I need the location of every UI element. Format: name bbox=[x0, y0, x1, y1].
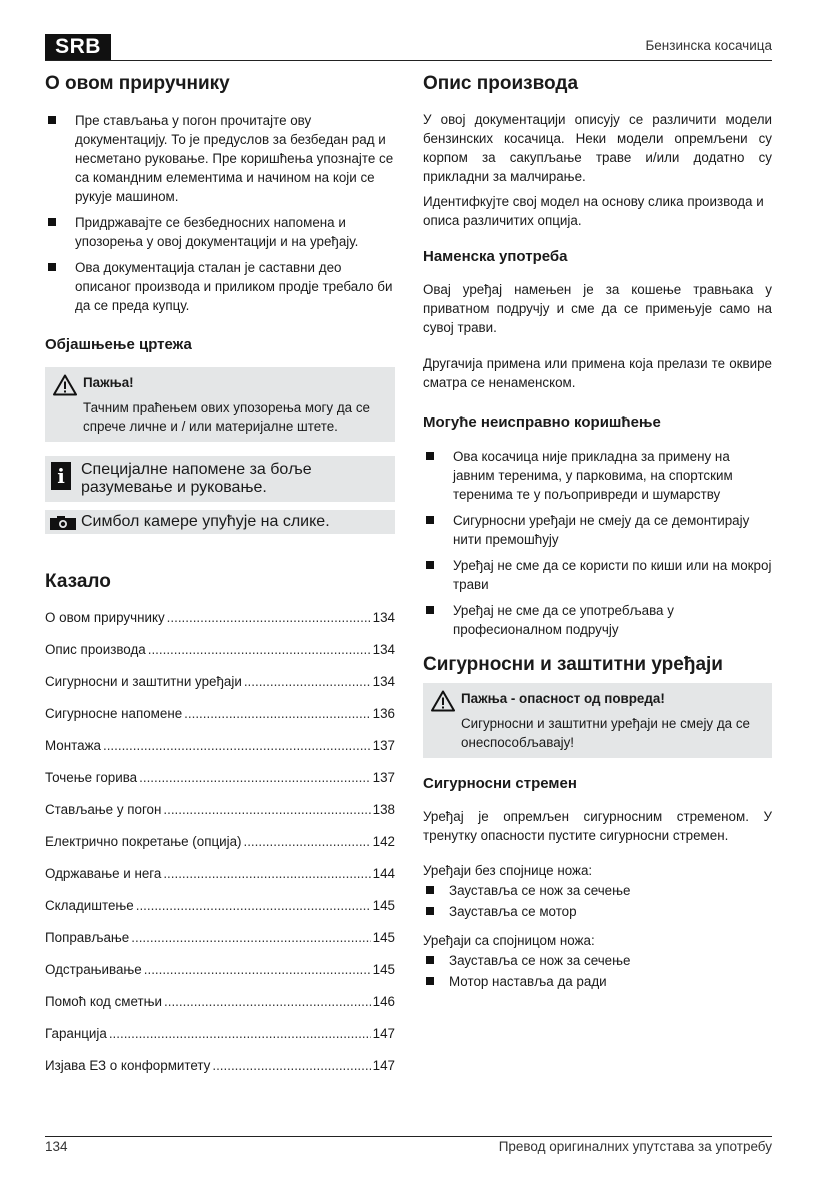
toc-page: 145 bbox=[372, 962, 395, 977]
footer-divider bbox=[45, 1136, 772, 1137]
toc-label: Монтажа bbox=[45, 738, 101, 753]
toc-page: 147 bbox=[372, 1058, 395, 1073]
toc-entry[interactable] bbox=[45, 704, 395, 736]
right-column bbox=[423, 70, 772, 991]
warning-text: Тачним праћењем ових упозорења могу да се спрече личне и / или материјалне штете. bbox=[83, 400, 370, 434]
table-of-contents bbox=[45, 608, 395, 1088]
toc-label: Точење горива bbox=[45, 770, 138, 785]
description-heading: Опис производа bbox=[423, 73, 579, 94]
warning-title: Пажња! bbox=[83, 375, 134, 390]
toc-label: Сигурносне напомене bbox=[45, 706, 183, 721]
misuse-heading: Могуће неисправно коришћење bbox=[423, 414, 661, 431]
toc-label: Поправљање bbox=[45, 930, 130, 945]
header-title: Бензинска косачица bbox=[645, 38, 772, 53]
toc-page: 134 bbox=[372, 610, 395, 625]
camera-legend-box bbox=[45, 510, 395, 534]
safety-bar-heading: Сигурносни стремен bbox=[423, 775, 577, 792]
toc-page: 134 bbox=[372, 642, 395, 657]
toc-page: 145 bbox=[372, 898, 395, 913]
toc-leader bbox=[136, 896, 371, 915]
toc-leader bbox=[167, 608, 371, 627]
safety-warning-box bbox=[423, 683, 772, 758]
toc-label: Електрично покретање (опција) bbox=[45, 834, 242, 849]
toc-entry[interactable] bbox=[45, 1024, 395, 1056]
safety-warning-title: Пажња - опасност од повреда! bbox=[461, 691, 665, 706]
toc-label: Опис производа bbox=[45, 642, 146, 657]
list-item: Сигурносни уређаји не смеју да се демонтирају нити премошћују bbox=[423, 511, 772, 549]
toc-leader bbox=[212, 1056, 370, 1075]
toc-entry[interactable] bbox=[45, 1056, 395, 1088]
intended-use-paragraph: Овај уређај намењен је за кошење травњака у приватном подручју и сме да се примењује само на сувој трави. bbox=[423, 282, 772, 335]
toc-page: 142 bbox=[372, 834, 395, 849]
camera-text: Симбол камере упућује на слике. bbox=[81, 513, 330, 530]
camera-icon bbox=[49, 515, 77, 531]
list-item: Мотор наставља да ради bbox=[423, 972, 772, 991]
toc-leader bbox=[109, 1024, 371, 1043]
list-item: Ова косачица није прикладна за примену на јавним теренима, у парковима, на спортским теренима те у пољопривреди и шумарству bbox=[423, 447, 772, 504]
toc-page: 147 bbox=[372, 1026, 395, 1041]
toc-leader bbox=[163, 800, 370, 819]
about-heading: О овом приручнику bbox=[45, 73, 230, 94]
toc-leader bbox=[103, 736, 371, 755]
toc-label: Одржавање и нега bbox=[45, 866, 162, 881]
toc-leader bbox=[184, 704, 370, 723]
toc-entry[interactable] bbox=[45, 864, 395, 896]
list-item: Зауставља се нож за сечење bbox=[423, 951, 772, 970]
warning-triangle-icon bbox=[53, 374, 77, 396]
toc-entry[interactable] bbox=[45, 736, 395, 768]
list-item: Уређај не сме да се користи по киши или на мокрој трави bbox=[423, 556, 772, 594]
list-item: Зауставља се мотор bbox=[423, 902, 772, 921]
description-paragraph: Идентифкујте свој модел на основу слика производа и описа различитих опција. bbox=[423, 194, 764, 228]
safety-warning-text: Сигурносни и заштитни уређаји не смеју да се онеспособљавају! bbox=[461, 716, 750, 750]
toc-page: 137 bbox=[372, 770, 395, 785]
intended-use-paragraph: Другачија примена или примена која прелази те оквире сматра се ненаменском. bbox=[423, 356, 772, 390]
toc-leader bbox=[131, 928, 370, 947]
warning-legend-box bbox=[45, 367, 395, 442]
with-clutch-list bbox=[423, 951, 772, 991]
toc-label: Складиштење bbox=[45, 898, 134, 913]
info-legend-box bbox=[45, 456, 395, 502]
page-number: 134 bbox=[45, 1139, 68, 1154]
toc-entry[interactable] bbox=[45, 896, 395, 928]
toc-entry[interactable] bbox=[45, 672, 395, 704]
toc-label: О овом приручнику bbox=[45, 610, 165, 625]
toc-page: 144 bbox=[372, 866, 395, 881]
info-icon: i bbox=[51, 462, 71, 490]
toc-entry[interactable] bbox=[45, 800, 395, 832]
toc-label: Сигурносни и заштитни уређаји bbox=[45, 674, 242, 689]
safety-bar-paragraph: Уређај је опремљен сигурносним стременом. У тренутку опасности пустите сигурносни стремен. bbox=[423, 809, 772, 843]
without-clutch-label: Уређаји без спојнице ножа: bbox=[423, 863, 593, 878]
toc-label: Стављање у погон bbox=[45, 802, 162, 817]
list-item: Зауставља се нож за сечење bbox=[423, 881, 772, 900]
toc-page: 137 bbox=[372, 738, 395, 753]
list-item: Придржавајте се безбедносних напомена и упозорења у овој документацији и на уређају. bbox=[45, 213, 395, 251]
toc-leader bbox=[139, 768, 371, 787]
toc-entry[interactable] bbox=[45, 928, 395, 960]
toc-label: Изјава ЕЗ о конформитету bbox=[45, 1058, 211, 1073]
toc-page: 134 bbox=[372, 674, 395, 689]
toc-leader bbox=[163, 864, 370, 883]
toc-entry[interactable] bbox=[45, 768, 395, 800]
toc-leader bbox=[164, 992, 371, 1011]
toc-entry[interactable] bbox=[45, 992, 395, 1024]
toc-page: 136 bbox=[372, 706, 395, 721]
toc-leader bbox=[144, 960, 371, 979]
language-badge: SRB bbox=[45, 34, 111, 60]
without-clutch-list bbox=[423, 881, 772, 921]
toc-entry[interactable] bbox=[45, 960, 395, 992]
toc-entry[interactable] bbox=[45, 832, 395, 864]
toc-label: Помоћ код сметњи bbox=[45, 994, 162, 1009]
toc-entry[interactable] bbox=[45, 640, 395, 672]
info-text: Специјалне напомене за боље разумевање и руковање. bbox=[81, 461, 312, 496]
misuse-list bbox=[423, 447, 772, 639]
list-item: Пре стављања у погон прочитајте ову документацију. То је предуслов за безбедан рад и несметано руковање. Пре коришћења упознајте се са командним елементима и начином на који се рукује машином. bbox=[45, 111, 395, 206]
list-item: Ова документација сталан је саставни део описаног производа и приликом продје требало би да се преда купцу. bbox=[45, 258, 395, 315]
description-paragraph: У овој документацији описују се различити модели бензинских косачица. Неки модели опремљени су корпом за сакупљање траве и/или додатно су прикладни за малчирање. bbox=[423, 112, 772, 184]
toc-heading: Казало bbox=[45, 571, 111, 592]
intended-use-heading: Наменска употреба bbox=[423, 248, 568, 265]
toc-page: 145 bbox=[372, 930, 395, 945]
left-column bbox=[45, 70, 395, 1088]
warning-triangle-icon bbox=[431, 690, 455, 712]
toc-leader bbox=[244, 672, 371, 691]
toc-label: Одстрањивање bbox=[45, 962, 142, 977]
footer-title: Превод оригиналних упутстава за употребу bbox=[498, 1139, 772, 1154]
toc-entry[interactable] bbox=[45, 608, 395, 640]
about-list bbox=[45, 111, 395, 315]
list-item: Уређај не сме да се употребљава у професионалном подручју bbox=[423, 601, 772, 639]
toc-page: 146 bbox=[372, 994, 395, 1009]
safety-heading: Сигурносни и заштитни уређаји bbox=[423, 654, 723, 675]
with-clutch-label: Уређаји са спојницом ножа: bbox=[423, 933, 595, 948]
symbols-heading: Објашњење цртежа bbox=[45, 336, 192, 353]
toc-leader bbox=[148, 640, 371, 659]
toc-leader bbox=[243, 832, 370, 851]
toc-label: Гаранција bbox=[45, 1026, 107, 1041]
header-divider bbox=[45, 60, 772, 61]
toc-page: 138 bbox=[372, 802, 395, 817]
